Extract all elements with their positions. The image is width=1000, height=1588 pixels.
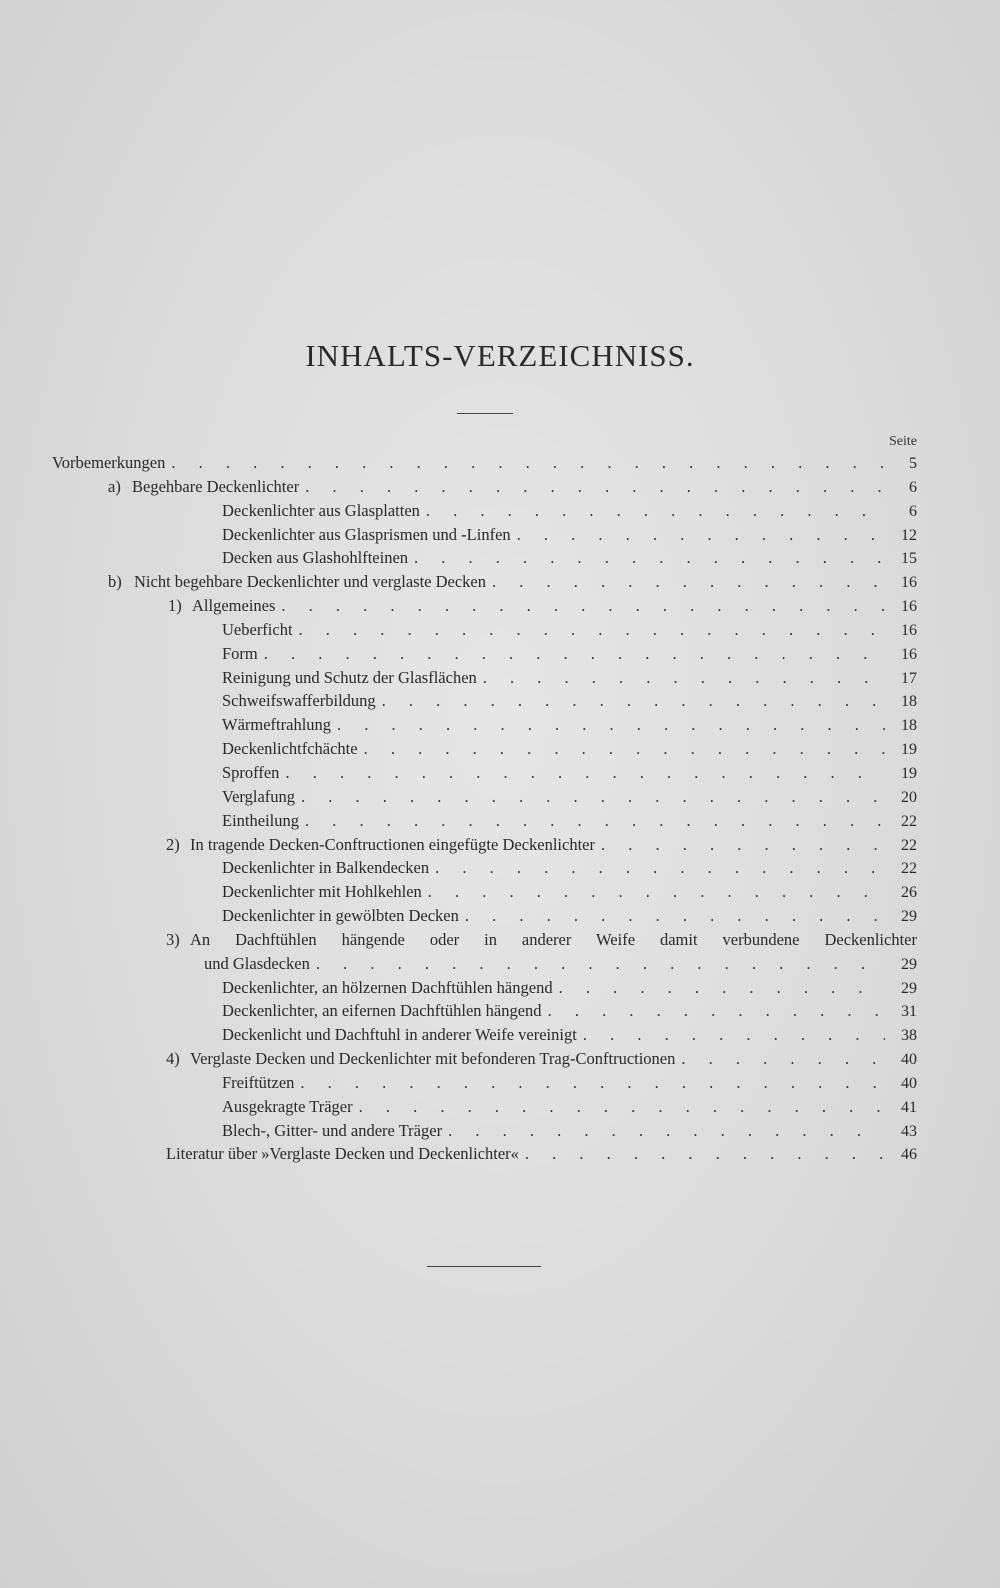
leader-dots	[275, 594, 885, 618]
toc-entry-title: Verglafung	[222, 786, 296, 806]
toc-entry	[52, 928, 917, 952]
toc-entry-title: Blech-, Gitter- und andere Träger	[222, 1120, 443, 1140]
leader-dots	[420, 499, 885, 523]
toc-entry	[52, 1071, 917, 1095]
leader-dots	[486, 570, 885, 594]
leader-dots	[165, 451, 885, 475]
toc-entry	[52, 1119, 917, 1143]
toc-entry-page: 17	[901, 669, 917, 687]
toc-entry	[52, 642, 917, 666]
toc-entry	[52, 809, 917, 833]
toc-entry	[52, 1023, 917, 1047]
toc-entry-page: 40	[901, 1051, 917, 1069]
leader-dots	[295, 785, 885, 809]
toc-entry-title: Reinigung und Schutz der Glasflächen	[222, 667, 477, 687]
toc-entry	[52, 475, 917, 499]
toc-entry	[52, 451, 917, 475]
toc-entry-title: Deckenlichter in Balkendecken	[222, 858, 430, 878]
page-title: INHALTS-VERZEICHNISS.	[305, 338, 695, 373]
toc-entry-title: Schweifswafferbildung	[222, 691, 376, 711]
toc-entry	[52, 499, 917, 523]
toc-entry-title: Eintheilung	[222, 810, 299, 830]
toc-entry-title: An Dachftühlen hängende oder in anderer Weife damit verbundene Deckenlichter	[190, 929, 917, 949]
toc-entry-title: und Glasdecken	[204, 953, 310, 973]
toc-entry-title: Verglaste Decken und Deckenlichter mit befonderen Trag-Conftructionen	[190, 1049, 676, 1069]
toc-entry-number: 2)	[166, 834, 180, 854]
toc-entry	[52, 833, 917, 857]
toc-entry-title: Begehbare Deckenlichter	[132, 476, 300, 496]
toc-entry-page: 20	[901, 788, 917, 806]
page-column-label: Seite	[889, 434, 917, 449]
toc-entry-number: a)	[108, 476, 121, 496]
leader-dots	[511, 523, 885, 547]
toc-entry-page: 18	[901, 717, 917, 735]
leader-dots	[595, 833, 885, 857]
toc-entry-page: 6	[909, 478, 917, 496]
toc-entry-page: 43	[901, 1122, 917, 1140]
leader-dots	[429, 856, 885, 880]
toc-entry-title: Ueberficht	[222, 619, 293, 639]
toc-entry-page: 26	[901, 884, 917, 902]
toc-entry	[52, 761, 917, 785]
toc-entry-page: 41	[901, 1098, 917, 1116]
toc-entry-page: 22	[901, 836, 917, 854]
closing-divider	[427, 1266, 541, 1267]
toc-entry-page: 29	[901, 979, 917, 997]
toc-entry	[52, 689, 917, 713]
toc-entry	[52, 785, 917, 809]
toc-entry-page: 18	[901, 693, 917, 711]
toc-entry-page: 16	[901, 598, 917, 616]
toc-entry-page: 46	[901, 1146, 917, 1164]
toc-entry-page: 22	[901, 812, 917, 830]
toc-entry-title: Deckenlichter aus Glasprismen und -Linfen	[222, 524, 511, 544]
toc-entry-page: 16	[901, 574, 917, 592]
leader-dots	[477, 666, 885, 690]
toc-entry-page: 16	[901, 645, 917, 663]
toc-entry-title: In tragende Decken-Conftructionen eingefügte Deckenlichter	[190, 834, 595, 854]
toc-entry-page: 29	[901, 955, 917, 973]
toc-entry-number: b)	[108, 572, 122, 592]
leader-dots	[293, 618, 885, 642]
toc-entry-title: Deckenlichter mit Hohlkehlen	[222, 882, 422, 902]
leader-dots	[459, 904, 885, 928]
leader-dots	[299, 809, 885, 833]
table-of-contents	[52, 451, 917, 1166]
leader-dots	[376, 689, 885, 713]
leader-dots	[299, 475, 885, 499]
toc-entry-title: Nicht begehbare Deckenlichter und verglaste Decken	[134, 572, 486, 592]
toc-entry	[52, 1095, 917, 1119]
toc-entry	[52, 999, 917, 1023]
leader-dots	[675, 1047, 885, 1071]
toc-entry	[52, 570, 917, 594]
toc-entry-title: Vorbemerkungen	[52, 453, 166, 472]
toc-entry	[52, 523, 917, 547]
toc-entry-page: 5	[909, 455, 917, 472]
leader-dots	[542, 999, 885, 1023]
toc-entry-page: 12	[901, 526, 917, 544]
leader-dots	[358, 737, 885, 761]
toc-entry-title: Wärmeftrahlung	[222, 715, 332, 735]
toc-entry	[52, 1047, 917, 1071]
toc-entry	[52, 856, 917, 880]
toc-entry-page: 16	[901, 621, 917, 639]
leader-dots	[408, 546, 885, 570]
toc-entry-page: 19	[901, 741, 917, 759]
toc-entry-page: 6	[909, 502, 917, 520]
toc-entry	[52, 713, 917, 737]
leader-dots	[279, 761, 885, 785]
leader-dots	[553, 976, 885, 1000]
toc-entry-number: 3)	[166, 929, 180, 949]
toc-entry-title: Deckenlicht und Dachftuhl in anderer Weife vereinigt	[222, 1025, 577, 1045]
toc-entry-page: 29	[901, 908, 917, 926]
toc-entry-page: 31	[901, 1003, 917, 1021]
toc-entry-page: 38	[901, 1027, 917, 1045]
leader-dots	[519, 1142, 885, 1166]
leader-dots	[310, 952, 885, 976]
toc-entry-title: Literatur über »Verglaste Decken und Deckenlichter«	[166, 1144, 519, 1164]
toc-entry-page: 19	[901, 764, 917, 782]
toc-entry-title: Ausgekragte Träger	[222, 1096, 353, 1116]
toc-entry	[52, 976, 917, 1000]
toc-entry-title: Deckenlichtfchächte	[222, 739, 358, 759]
toc-entry	[52, 880, 917, 904]
toc-entry	[52, 1142, 917, 1166]
toc-entry-title: Deckenlichter, an hölzernen Dachftühlen hängend	[222, 977, 553, 997]
toc-entry-title: Form	[222, 643, 258, 663]
toc-entry	[52, 618, 917, 642]
leader-dots	[442, 1119, 885, 1143]
toc-entry-title: Deckenlichter aus Glasplatten	[222, 500, 420, 520]
toc-entry	[52, 666, 917, 690]
toc-entry-title: Decken aus Glashohlfteinen	[222, 548, 409, 568]
leader-dots	[331, 713, 885, 737]
toc-entry-page: 22	[901, 860, 917, 878]
leader-dots	[353, 1095, 885, 1119]
toc-entry	[52, 546, 917, 570]
toc-entry-title: Deckenlichter in gewölbten Decken	[222, 906, 459, 926]
leader-dots	[577, 1023, 885, 1047]
toc-entry	[52, 904, 917, 928]
toc-entry-title: Allgemeines	[192, 596, 276, 616]
leader-dots	[294, 1071, 885, 1095]
toc-entry-title: Freiftützen	[222, 1072, 295, 1092]
toc-entry	[52, 594, 917, 618]
title-divider	[457, 413, 513, 414]
toc-entry-title: Deckenlichter, an eifernen Dachftühlen hängend	[222, 1001, 542, 1021]
toc-entry-number: 1)	[168, 596, 182, 616]
toc-entry	[52, 952, 917, 976]
toc-entry	[52, 737, 917, 761]
toc-entry-number: 4)	[166, 1049, 180, 1069]
leader-dots	[258, 642, 885, 666]
toc-entry-title: Sproffen	[222, 762, 280, 782]
leader-dots	[422, 880, 885, 904]
toc-entry-page: 40	[901, 1074, 917, 1092]
toc-entry-page: 15	[901, 550, 917, 568]
